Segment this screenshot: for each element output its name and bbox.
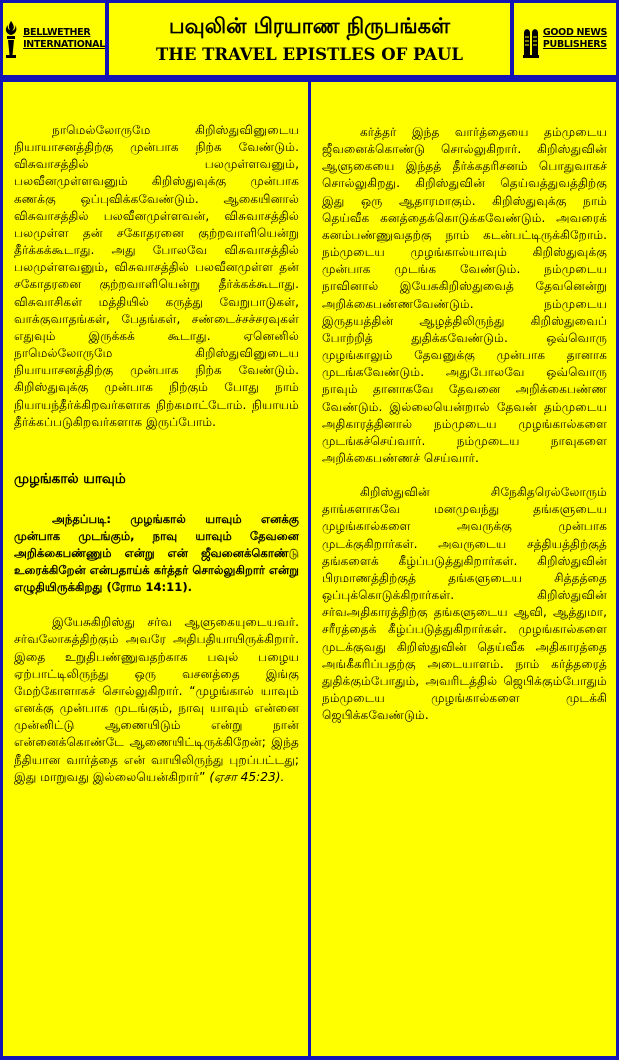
left-paragraph-1: நாமெல்லோருமே கிறிஸ்துவினுடைய நியாயாசனத்திற்கு முன்பாக நிற்க வேண்டும். விசுவாசத்தில் பலமுள்ளவனும், பலவீனமுள்ளவனும் கிறிஸ்துவுக்கு முன்பாக கணக்கு ஒப்புவிக்கவேண்டும். ஆகையினால் விசுவாசத்தில் பலவீனமுள்ளவன், விசுவாசத்தில் பலமுள்ள தன் சகோதரனை குற்றவாளியென்று தீர்க்கக்கூடாது. அது போலவே விசுவாசத்தில் பலமுள்ளவனும், விசுவாசத்தில் பலவீனமுள்ள தன் சகோதரனை குற்றவாளியென்று தீர்க்கக்கூடாது. விசுவாசிகள் மத்தியில் கருத்து வேறுபாடுகள், வாக்குவாதங்கள், பேதங்கள், சண்டைச்சச்சரவுகள் எதுவும் இருக்கக் கூடாது. ஏனெனில் நாமெல்லோருமே கிறிஸ்துவினுடைய நியாயாசனத்திற்கு முன்பாக நிற்க வேண்டும். கிறிஸ்துவுக்கு முன்பாக நிற்கும் போது நாம் நியாயந்தீர்க்கிறவர்களாக நிற்கமாட்டோம். நியாயம் தீர்க்கப்படுகிறவர்களாக இருப்போம்.	[14, 123, 299, 429]
scripture-reference: (ஏசா 45:23).	[209, 769, 285, 784]
scripture-quote: அந்தப்படி: முழங்கால் யாவும் எனக்கு முன்பாக முடங்கும், நாவு யாவும் தேவனை அறிக்கைபண்ணும் என்று என் ஜீவனைக்கொண்டு உரைக்கிறேன் என்பதாய்க் கர்த்தர் சொல்லுகிறார் என்று எழுதியிருக்கிறது (ரோம 14:11).	[14, 511, 299, 595]
right-column	[311, 82, 616, 1056]
page-title-english: THE TRAVEL EPISTLES OF PAUL	[155, 45, 464, 64]
good-news-logo	[514, 3, 616, 75]
bellwether-logo	[3, 3, 105, 75]
right-paragraph-2: கிறிஸ்துவின் சிநேகிதரெல்லோரும் தாங்களாகவே மனமுவந்து தங்களுடைய முழங்கால்களை அவருக்கு முன்பாக முடக்குகிறார்கள். அவருடைய சத்தியத்திற்குத் தங்களைக் கீழ்ப்படுத்துகிறார்கள். கிறிஸ்துவின் பிரமாணத்திற்குத் தங்களுடைய சித்தத்தை ஒப்புக்கொடுக்கிறார்கள். கிறிஸ்துவின் சர்வஅதிகாரத்திற்கு தங்களுடைய ஆவி, ஆத்துமா, சரீரத்தைக் கீழ்ப்படுத்துகிறார்கள். முழங்கால்களை முடக்குவது கிறிஸ்துவின் தெய்வீக அதிகாரத்தை அங்கீகரிப்பதற்கு அடையாளம். நாம் கர்த்தரைத் துதிக்கும்போதும், அவரிடத்தில் ஜெபிக்கும்போதும் நம்முடைய முழங்கால்களை முடக்கி ஜெபிக்கவேண்டும்.	[322, 485, 607, 723]
right-paragraph-1: கர்த்தர் இந்த வார்த்தையை தம்முடைய ஜீவனைக்கொண்டு சொல்லுகிறார். கிறிஸ்துவின் ஆளுகையை இந்தத் தீர்க்கதரிசனம் பொதுவாகச் சொல்லுகிறது. கிறிஸ்துவின் தெய்வத்துவத்திற்கு இது ஒரு ஆதாரமாகும். கிறிஸ்துவுக்கு நாம் தெய்வீக கனத்தைக்கொடுக்கவேண்டும். அவரைக் கனம்பண்ணுவதற்கு நாம் கடன்பட்டிருக்கிறோம். நம்முடைய முழங்கால்யாவும் கிறிஸ்துவுக்கு முன்பாக முடங்க வேண்டும். நம்முடைய நாவினால் இயேசுகிறிஸ்துவைத் தேவனென்று அறிக்கைபண்ணவேண்டும். நம்முடைய இருதயத்தின் ஆழத்திலிருந்து கிறிஸ்துவைப் போற்றித் துதிக்கவேண்டும். ஒவ்வொரு முழங்காலும் தேவனுக்கு முன்பாக தானாக முடங்கவேண்டும். அதுபோலவே ஒவ்வொரு நாவும் தானாகவே தேவனை அறிக்கைபண்ண வேண்டும். இல்லையென்றால் தேவன் தம்முடைய அதிகாரத்தினால் நம்முடைய முழங்கால்களை முடங்கச்செய்வார். நம்முடைய நாவுகளை அறிக்கைபண்ணச் செய்வார்.	[322, 125, 607, 465]
left-paragraph-2	[14, 614, 299, 786]
tablets-icon	[523, 19, 539, 59]
right-logo-line1: GOOD NEWS	[542, 27, 608, 38]
left-paragraph-2-text: இயேசுகிறிஸ்து சர்வ ஆளுகையுடையவர். சர்வலோகத்திற்கும் அவரே அதிபதியாயிருக்கிறார். இதை உறுதிபண்ணுவதற்காக பவுல் பழைய ஏற்பாட்டிலிருந்து ஒரு வசனத்தை இங்கு மேற்கோளாகச் சொல்லுகிறார். “முழங்கால் யாவும் எனக்கு முன்பாக முடங்கும், நாவு யாவும் என்னை முன்னிட்டு ஆணையிடும் என்று நான் என்னைக்கொண்டே ஆணையிட்டிருக்கிறேன்; இந்த நீதியான வார்த்தை என் வாயிலிருந்து புறப்பட்டது; இது மாறுவது இல்லையென்கிறார்”	[14, 615, 299, 784]
left-logo-line2: INTERNATIONAL	[23, 39, 105, 50]
page-header	[0, 0, 619, 78]
title-box	[109, 3, 510, 75]
left-logo-line1: BELLWETHER	[23, 27, 91, 38]
torch-icon	[3, 19, 19, 59]
left-column	[3, 82, 308, 1056]
page-title-tamil: பவுலின் பிரயாண நிருபங்கள்	[168, 14, 451, 38]
right-logo-line2: PUBLISHERS	[542, 39, 607, 50]
section-heading: முழங்கால் யாவும்	[14, 470, 126, 487]
